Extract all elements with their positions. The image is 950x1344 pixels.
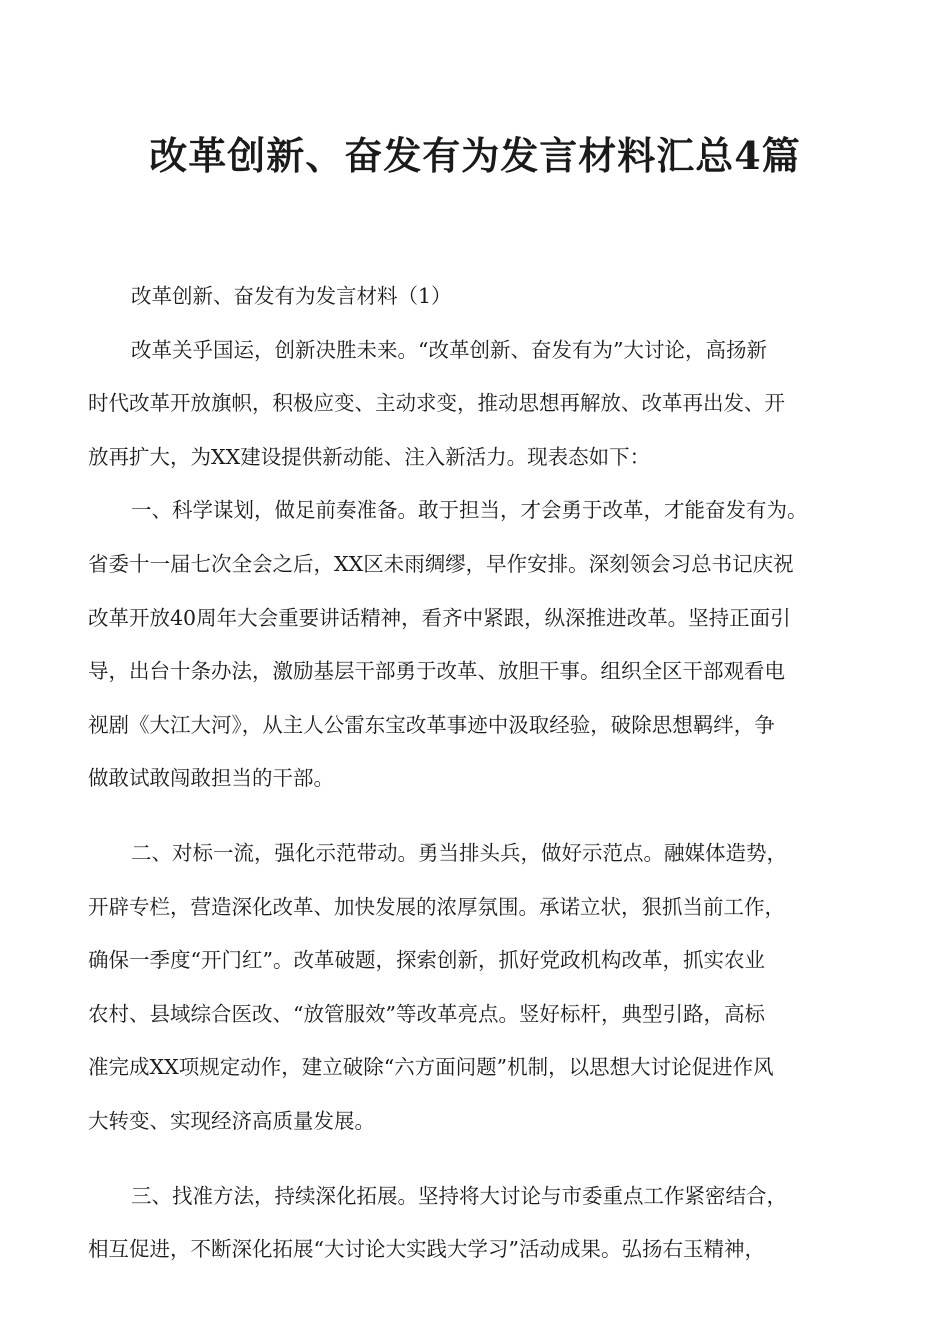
- document-body: [88, 270, 863, 1277]
- paragraph-spacer: [88, 806, 863, 827]
- paragraph-line: 视剧《大江大河》，从主人公雷东宝改革事迹中汲取经验，破除思想羁绊，争: [88, 712, 775, 737]
- paragraph-line: 准完成XX项规定动作，建立破除“六方面问题”机制，以思想大讨论促进作风: [88, 1055, 774, 1080]
- section-heading: 改革创新、奋发有为发言材料（1）: [131, 284, 452, 308]
- paragraph-spacer: [88, 1149, 863, 1170]
- paragraph-line: 大转变、实现经济高质量发展。: [88, 1108, 375, 1133]
- paragraph-line: 时代改革开放旗帜，积极应变、主动求变，推动思想再解放、改革再出发、开: [88, 391, 785, 416]
- paragraph-line: 农村、县域综合医改、“放管服效”等改革亮点。竖好标杆，典型引路，高标: [88, 1001, 765, 1026]
- paragraph-line: 放再扩大，为XX建设提供新动能、注入新活力。现表态如下：: [88, 444, 651, 469]
- paragraph: [88, 324, 863, 485]
- paragraph-line: 改革关乎国运，创新决胜未来。“改革创新、奋发有为”大讨论，高扬新: [131, 337, 767, 362]
- document-title: 改革创新、奋发有为发言材料汇总4篇: [149, 133, 801, 178]
- paragraph: [88, 1170, 863, 1277]
- paragraph-line: 相互促进，不断深化拓展“大讨论大实践大学习”活动成果。弘扬右玉精神，: [88, 1237, 765, 1262]
- paragraph-line: 导，出台十条办法，激励基层干部勇于改革、放胆干事。组织全区干部观看电: [88, 659, 785, 684]
- paragraph: [88, 484, 863, 806]
- paragraph-line: 二、对标一流，强化示范带动。勇当排头兵，做好示范点。融媒体造势，: [131, 840, 787, 865]
- paragraph-line: 确保一季度“开门红”。改革破题，探索创新，抓好党政机构改革，抓实农业: [88, 948, 765, 973]
- paragraph-line: 开辟专栏，营造深化改革、加快发展的浓厚氛围。承诺立状，狠抓当前工作，: [88, 894, 785, 919]
- paragraph-line: 省委十一届七次全会之后，XX区未雨绸缪，早作安排。深刻领会习总书记庆祝: [88, 551, 794, 576]
- paragraph: [88, 827, 863, 1149]
- paragraph-line: 改革开放40周年大会重要讲话精神，看齐中紧跟，纵深推进改革。坚持正面引: [88, 605, 791, 630]
- paragraph-line: 做敢试敢闯敢担当的干部。: [88, 766, 334, 791]
- paragraph-line: 三、找准方法，持续深化拓展。坚持将大讨论与市委重点工作紧密结合，: [131, 1183, 787, 1208]
- paragraph-line: 一、科学谋划，做足前奏准备。敢于担当，才会勇于改革，才能奋发有为。: [131, 498, 808, 523]
